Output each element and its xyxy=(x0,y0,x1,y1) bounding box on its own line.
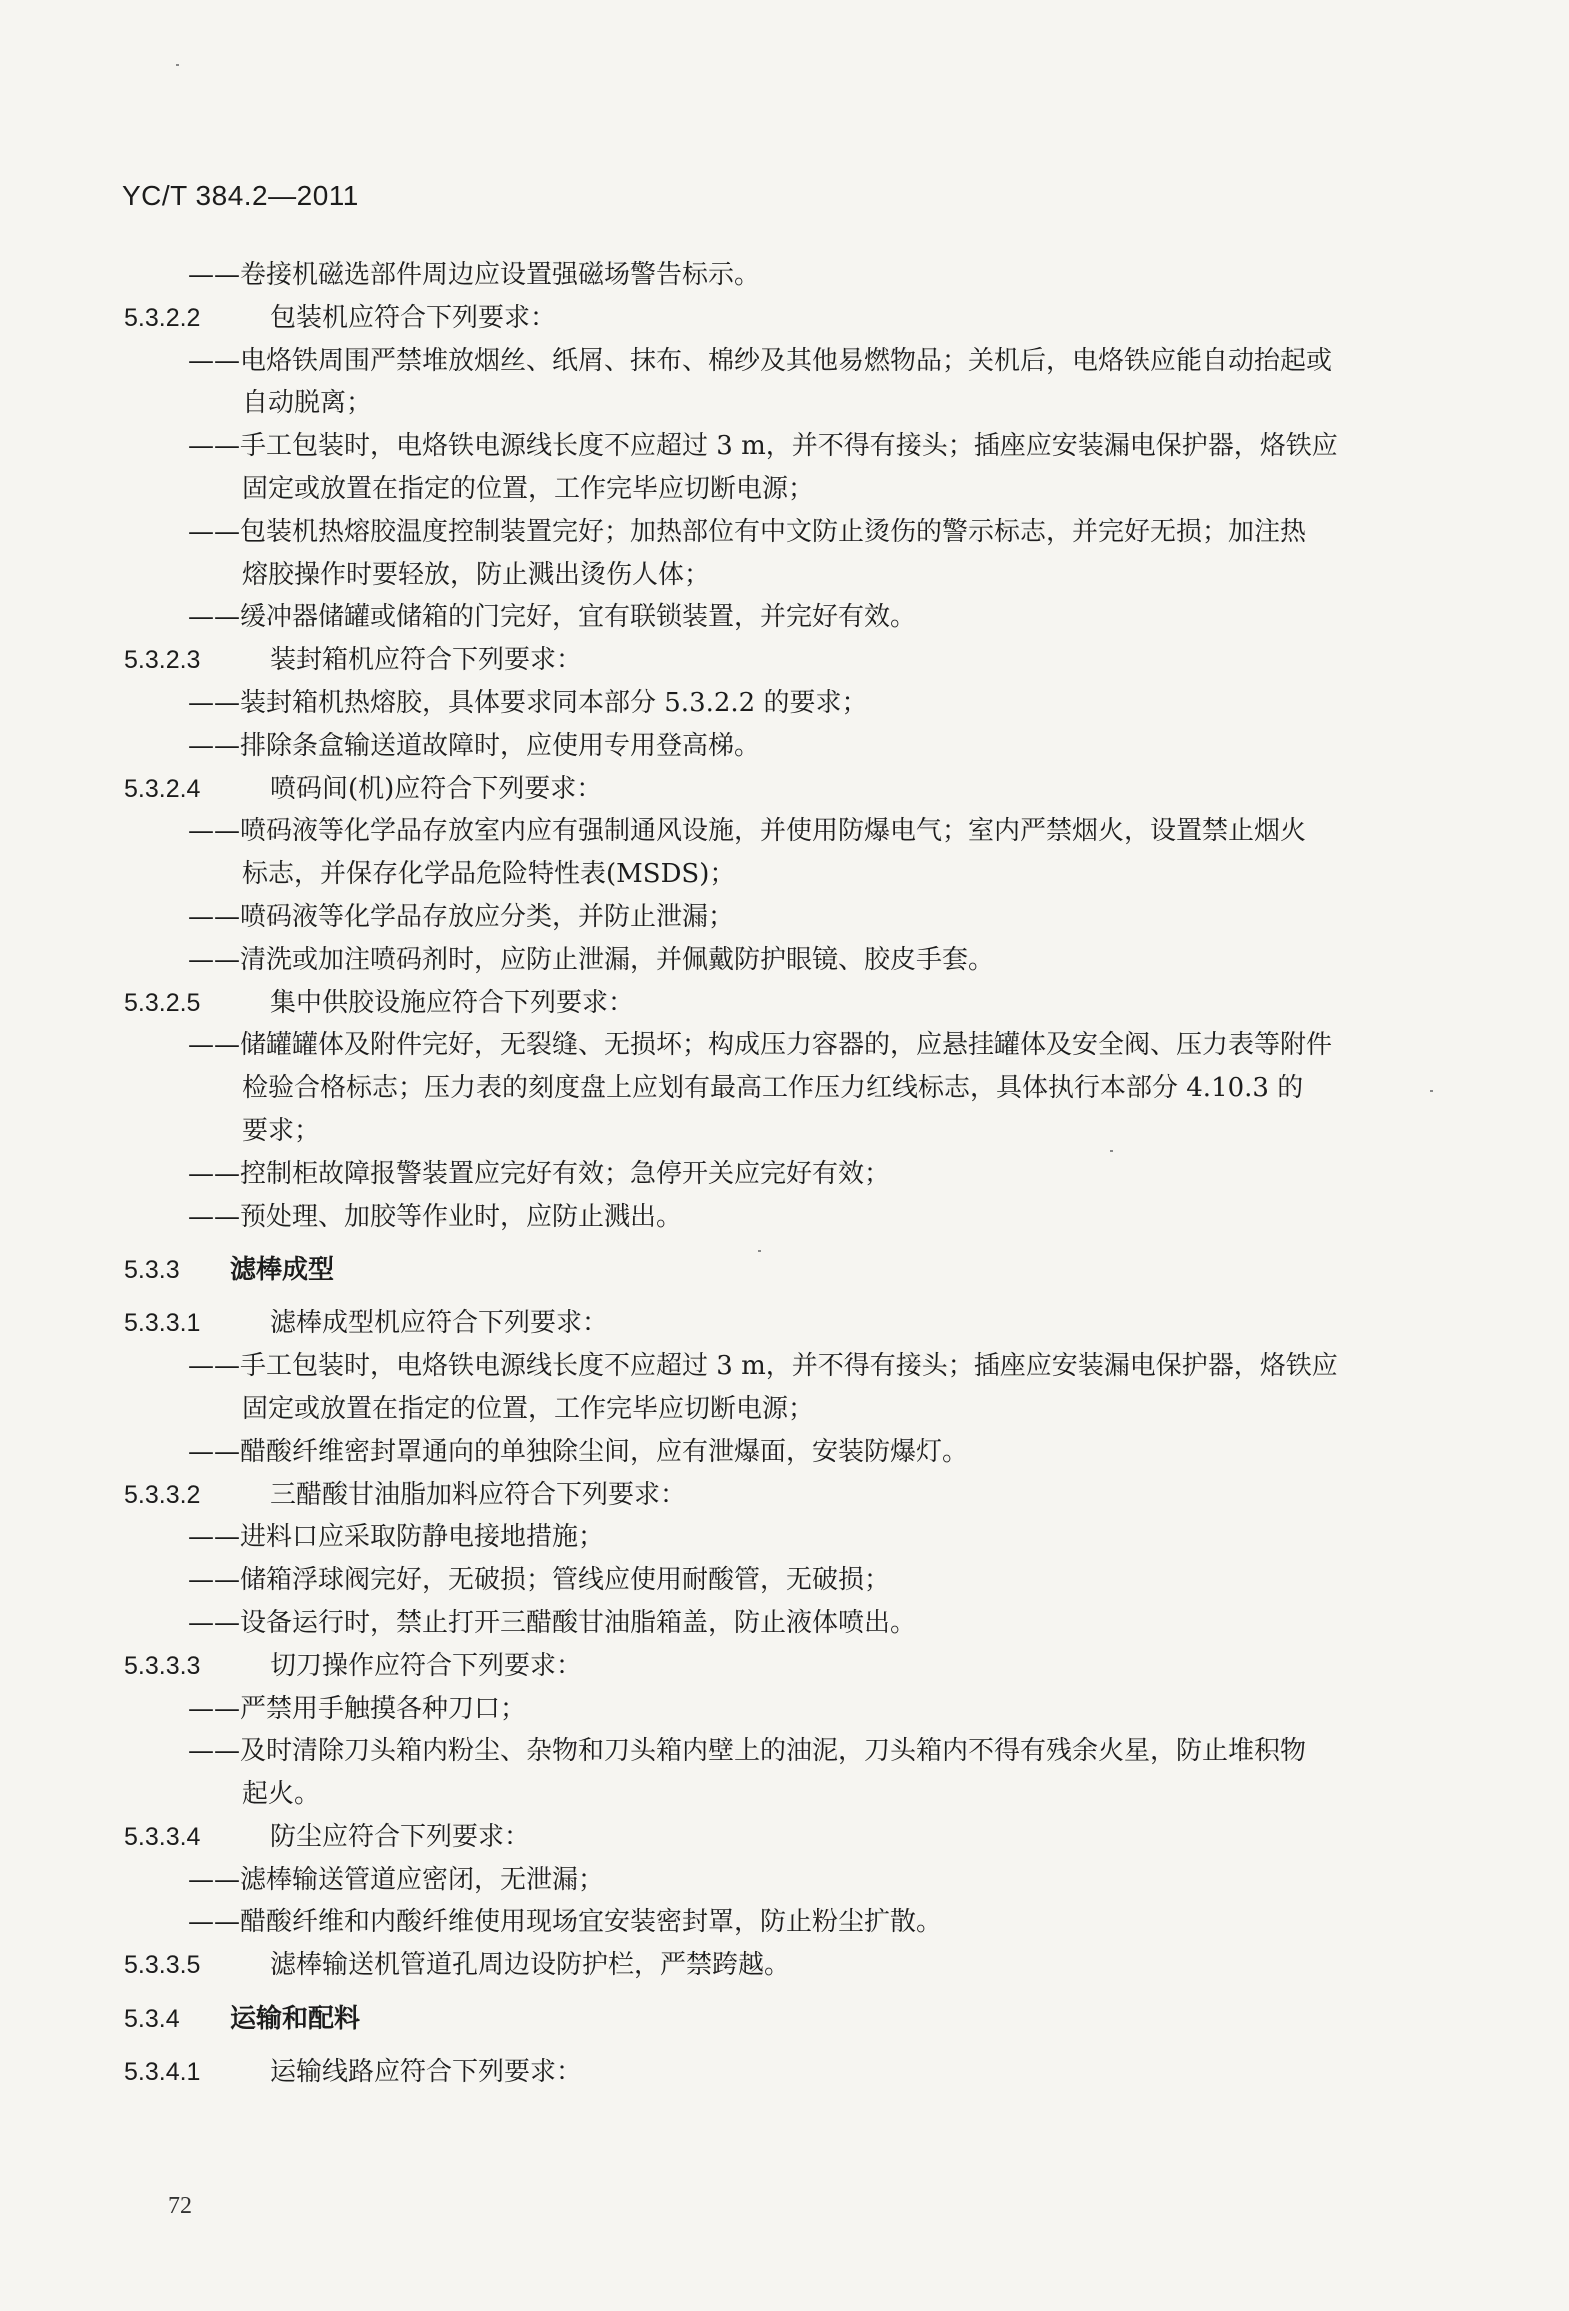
list-item: ——排除条盒输送道故障时，应使用专用登高梯。 xyxy=(188,730,761,761)
list-item: ——包装机热熔胶温度控制装置完好；加热部位有中文防止烫伤的警示标志，并完好无损；加注热 xyxy=(188,516,1307,547)
clause-line xyxy=(124,297,1394,340)
list-item: ——手工包装时，电烙铁电源线长度不应超过 3 m，并不得有接头；插座应安装漏电保护器，烙铁应 xyxy=(188,431,1338,462)
page-number: 72 xyxy=(168,2193,192,2219)
section-title: 滤棒成型 xyxy=(230,1255,335,1286)
clause-text: 切刀操作应符合下列要求： xyxy=(270,1650,583,1681)
clause-line xyxy=(124,639,1394,682)
list-item: ——喷码液等化学品存放应分类，并防止泄漏； xyxy=(188,901,735,932)
document-body xyxy=(124,254,1394,2094)
list-item-continuation: 要求； xyxy=(242,1115,321,1146)
clause-line xyxy=(124,982,1394,1025)
list-item-continuation: 固定或放置在指定的位置，工作完毕应切断电源； xyxy=(242,473,815,504)
scan-speck xyxy=(176,64,179,66)
list-item-continuation: 标志，并保存化学品危险特性表(MSDS)； xyxy=(242,859,736,890)
list-item: ——缓冲器储罐或储箱的门完好，宜有联锁装置，并完好有效。 xyxy=(188,602,917,633)
clause-line xyxy=(124,1474,1394,1517)
clause-number: 5.3.2.2 xyxy=(124,303,201,332)
list-item: ——严禁用手触摸各种刀口； xyxy=(188,1693,527,1724)
clause-text: 喷码间(机)应符合下列要求： xyxy=(270,773,603,804)
list-item: ——储箱浮球阀完好，无破损；管线应使用耐酸管，无破损； xyxy=(188,1565,891,1596)
clause-line xyxy=(124,1645,1394,1688)
clause-line xyxy=(124,1302,1394,1345)
clause-number: 5.3.4.1 xyxy=(124,2058,201,2087)
list-item: ——喷码液等化学品存放室内应有强制通风设施，并使用防爆电气；室内严禁烟火，设置禁止烟火 xyxy=(188,816,1307,847)
section-number: 5.3.3 xyxy=(124,1256,180,1285)
clause-text: 集中供胶设施应符合下列要求： xyxy=(270,987,635,1018)
list-item: ——进料口应采取防静电接地措施； xyxy=(188,1522,605,1553)
clause-number: 5.3.3.2 xyxy=(124,1480,201,1509)
list-item: ——手工包装时，电烙铁电源线长度不应超过 3 m，并不得有接头；插座应安装漏电保护器，烙铁应 xyxy=(188,1351,1338,1382)
list-item: ——及时清除刀头箱内粉尘、杂物和刀头箱内壁上的油泥，刀头箱内不得有残余火星，防止堆积物 xyxy=(188,1736,1307,1767)
list-item: ——储罐罐体及附件完好，无裂缝、无损坏；构成压力容器的，应悬挂罐体及安全阀、压力表等附件 xyxy=(188,1030,1333,1061)
scan-speck xyxy=(1430,1090,1433,1092)
list-item: ——装封箱机热熔胶，具体要求同本部分 5.3.2.2 的要求； xyxy=(188,687,868,718)
clause-number: 5.3.2.5 xyxy=(124,988,201,1017)
section-number: 5.3.4 xyxy=(124,2005,180,2034)
list-item: ——清洗或加注喷码剂时，应防止泄漏，并佩戴防护眼镜、胶皮手套。 xyxy=(188,944,995,975)
list-item-continuation: 起火。 xyxy=(242,1779,321,1810)
list-item: ——设备运行时，禁止打开三醋酸甘油脂箱盖，防止液体喷出。 xyxy=(188,1607,917,1638)
clause-text: 滤棒成型机应符合下列要求： xyxy=(270,1308,609,1339)
document-code: YC/T 384.2—2011 xyxy=(122,180,359,211)
list-item: ——醋酸纤维和内酸纤维使用现场宜安装密封罩，防止粉尘扩散。 xyxy=(188,1907,943,1938)
list-item: ——滤棒输送管道应密闭，无泄漏； xyxy=(188,1864,605,1895)
list-item-continuation: 熔胶操作时要轻放，防止溅出烫伤人体； xyxy=(242,559,711,590)
list-item: ——控制柜故障报警装置应完好有效；急停开关应完好有效； xyxy=(188,1158,891,1189)
section-title: 运输和配料 xyxy=(230,2004,361,2035)
clause-line xyxy=(124,2051,1394,2094)
section-heading xyxy=(124,1238,1394,1302)
clause-text: 防尘应符合下列要求： xyxy=(270,1821,531,1852)
clause-text: 包装机应符合下列要求： xyxy=(270,302,557,333)
list-item: ——电烙铁周围严禁堆放烟丝、纸屑、抹布、棉纱及其他易燃物品；关机后，电烙铁应能自动抬起或 xyxy=(188,345,1333,376)
clause-number: 5.3.2.3 xyxy=(124,646,201,675)
clause-text: 运输线路应符合下列要求： xyxy=(270,2057,583,2088)
list-item-continuation: 检验合格标志；压力表的刻度盘上应划有最高工作压力红线标志，具体执行本部分 4.10.3 的 xyxy=(242,1073,1304,1104)
clause-number: 5.3.3.1 xyxy=(124,1309,201,1338)
list-item: ——预处理、加胶等作业时，应防止溅出。 xyxy=(188,1201,683,1232)
list-item: ——醋酸纤维密封罩通向的单独除尘间，应有泄爆面，安装防爆灯。 xyxy=(188,1436,969,1467)
scan-speck xyxy=(1110,1150,1113,1152)
clause-line xyxy=(124,768,1394,811)
clause-number: 5.3.2.4 xyxy=(124,774,201,803)
clause-number: 5.3.3.5 xyxy=(124,1951,201,1980)
clause-number: 5.3.3.3 xyxy=(124,1651,201,1680)
scan-speck xyxy=(758,1250,761,1252)
list-item: ——卷接机磁选部件周边应设置强磁场警告标示。 xyxy=(188,260,761,290)
clause-text: 滤棒输送机管道孔周边设防护栏，严禁跨越。 xyxy=(270,1950,791,1981)
list-item-continuation: 自动脱离； xyxy=(242,388,373,419)
clause-line xyxy=(124,1816,1394,1859)
clause-line xyxy=(124,1944,1394,1987)
section-heading xyxy=(124,1987,1394,2051)
clause-text: 三醋酸甘油脂加料应符合下列要求： xyxy=(270,1479,687,1510)
list-item-continuation: 固定或放置在指定的位置，工作完毕应切断电源； xyxy=(242,1393,815,1424)
clause-number: 5.3.3.4 xyxy=(124,1822,201,1851)
clause-text: 装封箱机应符合下列要求： xyxy=(270,645,583,676)
